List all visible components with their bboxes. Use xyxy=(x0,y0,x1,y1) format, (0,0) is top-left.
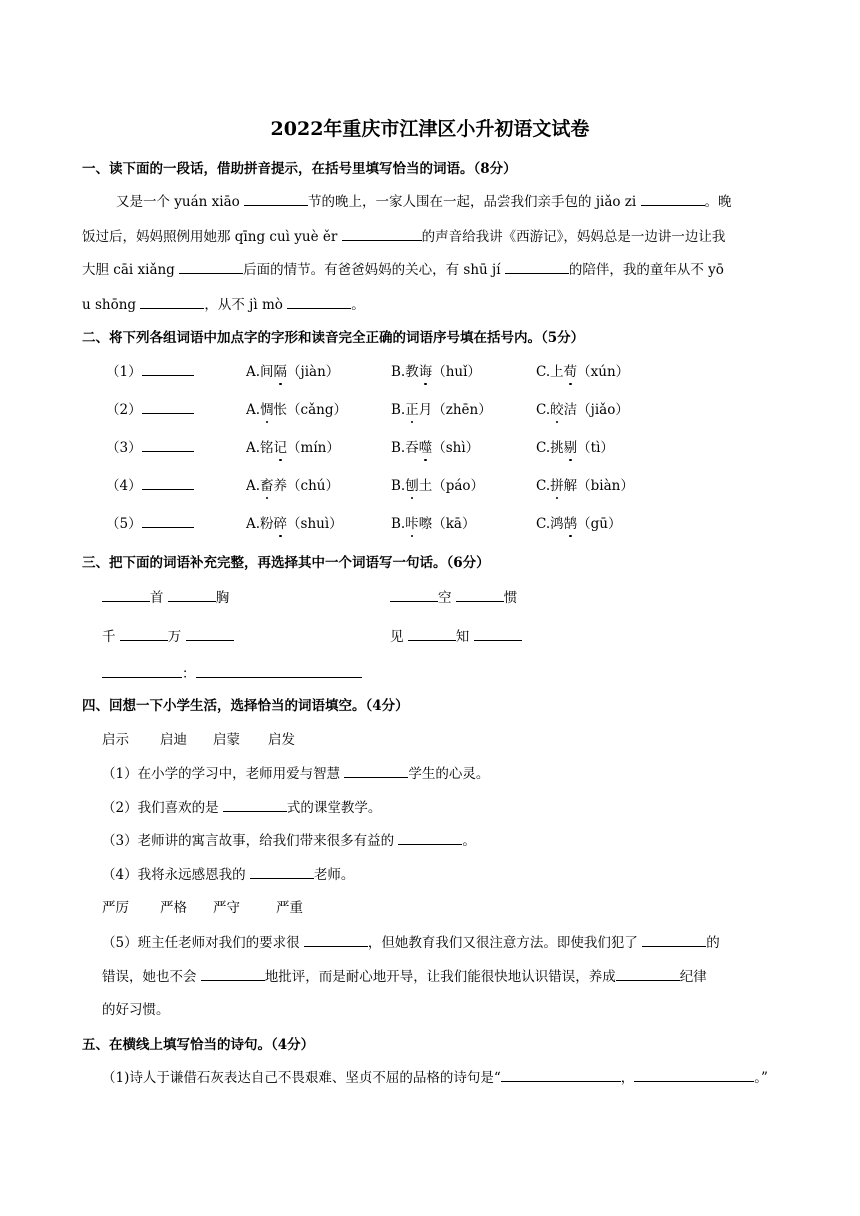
s4-word-group-1 xyxy=(102,728,295,748)
blank[interactable] xyxy=(408,626,456,641)
s4-q3 xyxy=(102,829,476,849)
s2-row-number xyxy=(106,512,194,532)
dotted-character: 惆 xyxy=(260,402,274,418)
s2-option-a xyxy=(246,512,343,532)
s3-word-3 xyxy=(102,625,234,645)
text: u shōng xyxy=(82,297,141,313)
s2-option-a xyxy=(246,360,339,380)
blank[interactable] xyxy=(201,966,265,981)
text: 的陪伴，我的童年从不 yō xyxy=(568,262,724,278)
text: ： xyxy=(182,666,196,682)
s2-option-c xyxy=(536,512,621,532)
blank[interactable] xyxy=(179,259,243,274)
text: （2）我们喜欢的是 xyxy=(102,800,223,816)
s4-word-group-2 xyxy=(102,896,303,916)
text: 后面的情节。有爸爸妈妈的关心，有 shū jí xyxy=(243,262,505,278)
dotted-character: 正 xyxy=(405,402,419,418)
text: 节的晚上，一家人围在一起，品尝我们亲手包的 jiǎo zi xyxy=(308,194,641,210)
text: 千 xyxy=(102,629,116,645)
word: 严厉 xyxy=(102,900,129,916)
dotted-character: 记 xyxy=(273,440,288,456)
dotted-character: 畜 xyxy=(260,478,274,494)
s4-q4 xyxy=(102,863,354,883)
s2-option-b xyxy=(391,474,484,494)
word: 严守 xyxy=(213,900,240,916)
text: 空 xyxy=(438,590,452,606)
text: 。晚 xyxy=(704,194,732,210)
s2-row-number xyxy=(106,398,194,418)
text: （1)诗人于谦借石灰表达自己不畏艰难、坚贞不屈的品格的诗句是“ xyxy=(102,1070,501,1086)
dotted-character: 诲 xyxy=(418,364,433,380)
text: 又是一个 yuán xiāo xyxy=(116,194,245,210)
word: 启迪 xyxy=(160,732,187,748)
row-label: （1） xyxy=(106,364,142,380)
blank[interactable] xyxy=(501,1067,621,1082)
option-text: （mín） xyxy=(287,440,340,456)
option-text: 洁（jiǎo） xyxy=(563,402,629,418)
dotted-character: 隔 xyxy=(273,364,288,380)
blank[interactable] xyxy=(102,587,150,602)
dotted-character: 荀 xyxy=(563,364,578,380)
blank[interactable] xyxy=(634,1067,754,1082)
dotted-character: 拼 xyxy=(550,478,564,494)
text: 万 xyxy=(167,629,182,645)
answer-blank[interactable] xyxy=(142,361,194,376)
s2-row-number xyxy=(106,360,194,380)
text: ， xyxy=(620,1070,635,1086)
text: （3）老师讲的寓言故事，给我们带来很多有益的 xyxy=(102,833,399,849)
text: 式的课堂教学。 xyxy=(286,800,382,816)
blank[interactable] xyxy=(342,226,422,241)
s4-q1 xyxy=(102,762,489,782)
option-text: C.鸿 xyxy=(536,516,564,532)
text: （5）班主任老师对我们的要求很 xyxy=(102,935,304,951)
option-text: （huǐ） xyxy=(432,364,481,380)
section-3-heading: 三、把下面的词语补充完整，再选择其中一个词语写一句话。（6分） xyxy=(82,555,490,571)
word: 启蒙 xyxy=(213,732,240,748)
row-label: （3） xyxy=(106,440,142,456)
text: 老师。 xyxy=(313,867,355,883)
s2-row-number xyxy=(106,436,194,456)
s4-q2 xyxy=(102,796,381,816)
dotted-character: 剔 xyxy=(563,440,578,456)
text: 首 xyxy=(150,590,164,606)
dotted-character: 碎 xyxy=(273,516,288,532)
dotted-character: 噬 xyxy=(418,440,433,456)
s2-option-a xyxy=(246,436,340,456)
option-text: B. xyxy=(391,516,406,532)
blank[interactable] xyxy=(456,587,504,602)
blank[interactable] xyxy=(642,932,706,947)
text: 纪律 xyxy=(679,969,707,985)
option-text: 土（páo） xyxy=(418,478,485,494)
row-label: （4） xyxy=(106,478,142,494)
text: 知 xyxy=(455,629,470,645)
option-text: （shuì） xyxy=(287,516,343,532)
s2-option-b xyxy=(391,398,492,418)
option-text: C. xyxy=(536,402,551,418)
option-text: B.教 xyxy=(391,364,419,380)
answer-blank[interactable] xyxy=(142,475,194,490)
option-text: A.铭 xyxy=(246,440,274,456)
s2-option-a xyxy=(246,398,347,418)
option-text: （tì） xyxy=(577,440,614,456)
blank[interactable] xyxy=(186,626,234,641)
blank[interactable] xyxy=(505,259,569,274)
s1-line-2 xyxy=(82,225,725,245)
text: 。 xyxy=(351,297,365,313)
option-text: B.吞 xyxy=(391,440,419,456)
option-text: C.上 xyxy=(536,364,564,380)
option-text: （xún） xyxy=(577,364,630,380)
text: 的声音给我讲《西游记》，妈妈总是一边讲一边让我 xyxy=(421,229,726,245)
row-label: （5） xyxy=(106,516,142,532)
answer-blank[interactable] xyxy=(142,399,194,414)
s4-q5-line-2 xyxy=(102,965,707,985)
blank[interactable] xyxy=(196,663,362,678)
section-4-heading: 四、回想一下小学生活，选择恰当的词语填空。（4分） xyxy=(82,698,409,714)
blank[interactable] xyxy=(474,626,522,641)
dotted-character: 咔 xyxy=(405,516,419,532)
blank[interactable] xyxy=(244,191,308,206)
blank[interactable] xyxy=(102,663,182,678)
option-text: B. xyxy=(391,478,406,494)
section-2-heading: 二、将下列各组词语中加点字的字形和读音完全正确的词语序号填在括号内。（5分） xyxy=(82,330,585,346)
option-text: A.间 xyxy=(246,364,274,380)
text: 错误，她也不会 xyxy=(102,969,201,985)
word: 启发 xyxy=(268,732,295,748)
text: 的 xyxy=(706,935,720,951)
blank[interactable] xyxy=(287,294,351,309)
text: 胸 xyxy=(215,590,230,606)
dotted-character: 皎 xyxy=(550,402,564,418)
s1-line-1 xyxy=(116,190,732,210)
option-text: （gū） xyxy=(577,516,622,532)
blank[interactable] xyxy=(120,626,168,641)
blank[interactable] xyxy=(304,932,368,947)
blank[interactable] xyxy=(250,864,314,879)
option-text: （jiàn） xyxy=(287,364,340,380)
text: （1）在小学的学习中，老师用爱与智慧 xyxy=(102,766,345,782)
blank[interactable] xyxy=(616,966,680,981)
s2-option-b xyxy=(391,436,479,456)
text: 地批评，而是耐心地开导，让我们能很快地认识错误，养成 xyxy=(264,969,616,985)
text: 见 xyxy=(390,629,404,645)
answer-blank[interactable] xyxy=(142,437,194,452)
word: 严重 xyxy=(276,900,303,916)
s3-word-1 xyxy=(102,586,229,606)
dotted-character: 鹄 xyxy=(563,516,578,532)
blank[interactable] xyxy=(390,587,438,602)
text: 大胆 cāi xiǎng xyxy=(82,262,180,278)
s2-option-c xyxy=(536,436,614,456)
text: 。” xyxy=(754,1070,768,1086)
option-text: A. xyxy=(246,478,261,494)
option-text: A. xyxy=(246,402,261,418)
s2-option-b xyxy=(391,360,481,380)
blank[interactable] xyxy=(344,763,408,778)
text: 。 xyxy=(462,833,476,849)
s2-option-b xyxy=(391,512,475,532)
text: 惯 xyxy=(503,590,518,606)
s2-option-c xyxy=(536,398,629,418)
s3-sentence xyxy=(102,662,362,682)
section-1-heading: 一、读下面的一段话，借助拼音提示，在括号里填写恰当的词语。（8分） xyxy=(82,161,517,177)
option-text: 养（chú） xyxy=(273,478,339,494)
answer-blank[interactable] xyxy=(142,513,194,528)
dotted-character: 刨 xyxy=(405,478,419,494)
s5-q1 xyxy=(102,1066,768,1086)
blank[interactable] xyxy=(140,294,204,309)
text: 学生的心灵。 xyxy=(408,766,490,782)
s1-line-3 xyxy=(82,258,724,278)
option-text: 怅（cǎng） xyxy=(273,402,347,418)
text: （4）我将永远感恩我的 xyxy=(102,867,250,883)
s2-row-number xyxy=(106,474,194,494)
s2-option-c xyxy=(536,474,634,494)
blank[interactable] xyxy=(223,797,287,812)
s1-line-4 xyxy=(82,293,365,313)
option-text: C. xyxy=(536,478,551,494)
s4-q5-line-3: 的好习惯。 xyxy=(102,1002,170,1018)
blank[interactable] xyxy=(168,587,216,602)
blank[interactable] xyxy=(641,191,705,206)
section-5-heading: 五、在横线上填写恰当的诗句。（4分） xyxy=(82,1037,315,1053)
option-text: 嚓（kā） xyxy=(418,516,476,532)
s3-word-2 xyxy=(390,586,517,606)
word: 启示 xyxy=(102,732,129,748)
option-text: B. xyxy=(391,402,406,418)
option-text: 解（biàn） xyxy=(563,478,634,494)
word: 严格 xyxy=(160,900,187,916)
option-text: （shì） xyxy=(432,440,480,456)
s4-q5-line-1 xyxy=(102,931,720,951)
option-text: A.粉 xyxy=(246,516,274,532)
text: 饭过后，妈妈照例用她那 qīng cuì yuè ěr xyxy=(82,229,342,245)
s3-word-4 xyxy=(390,625,522,645)
page-title: 2022年重庆市江津区小升初语文试卷 xyxy=(270,118,590,140)
option-text: 月（zhēn） xyxy=(418,402,492,418)
option-text: C.挑 xyxy=(536,440,564,456)
row-label: （2） xyxy=(106,402,142,418)
text: ，从不 jì mò xyxy=(204,297,288,313)
text: ，但她教育我们又很注意方法。即使我们犯了 xyxy=(367,935,643,951)
s2-option-c xyxy=(536,360,629,380)
blank[interactable] xyxy=(398,830,462,845)
s2-option-a xyxy=(246,474,339,494)
